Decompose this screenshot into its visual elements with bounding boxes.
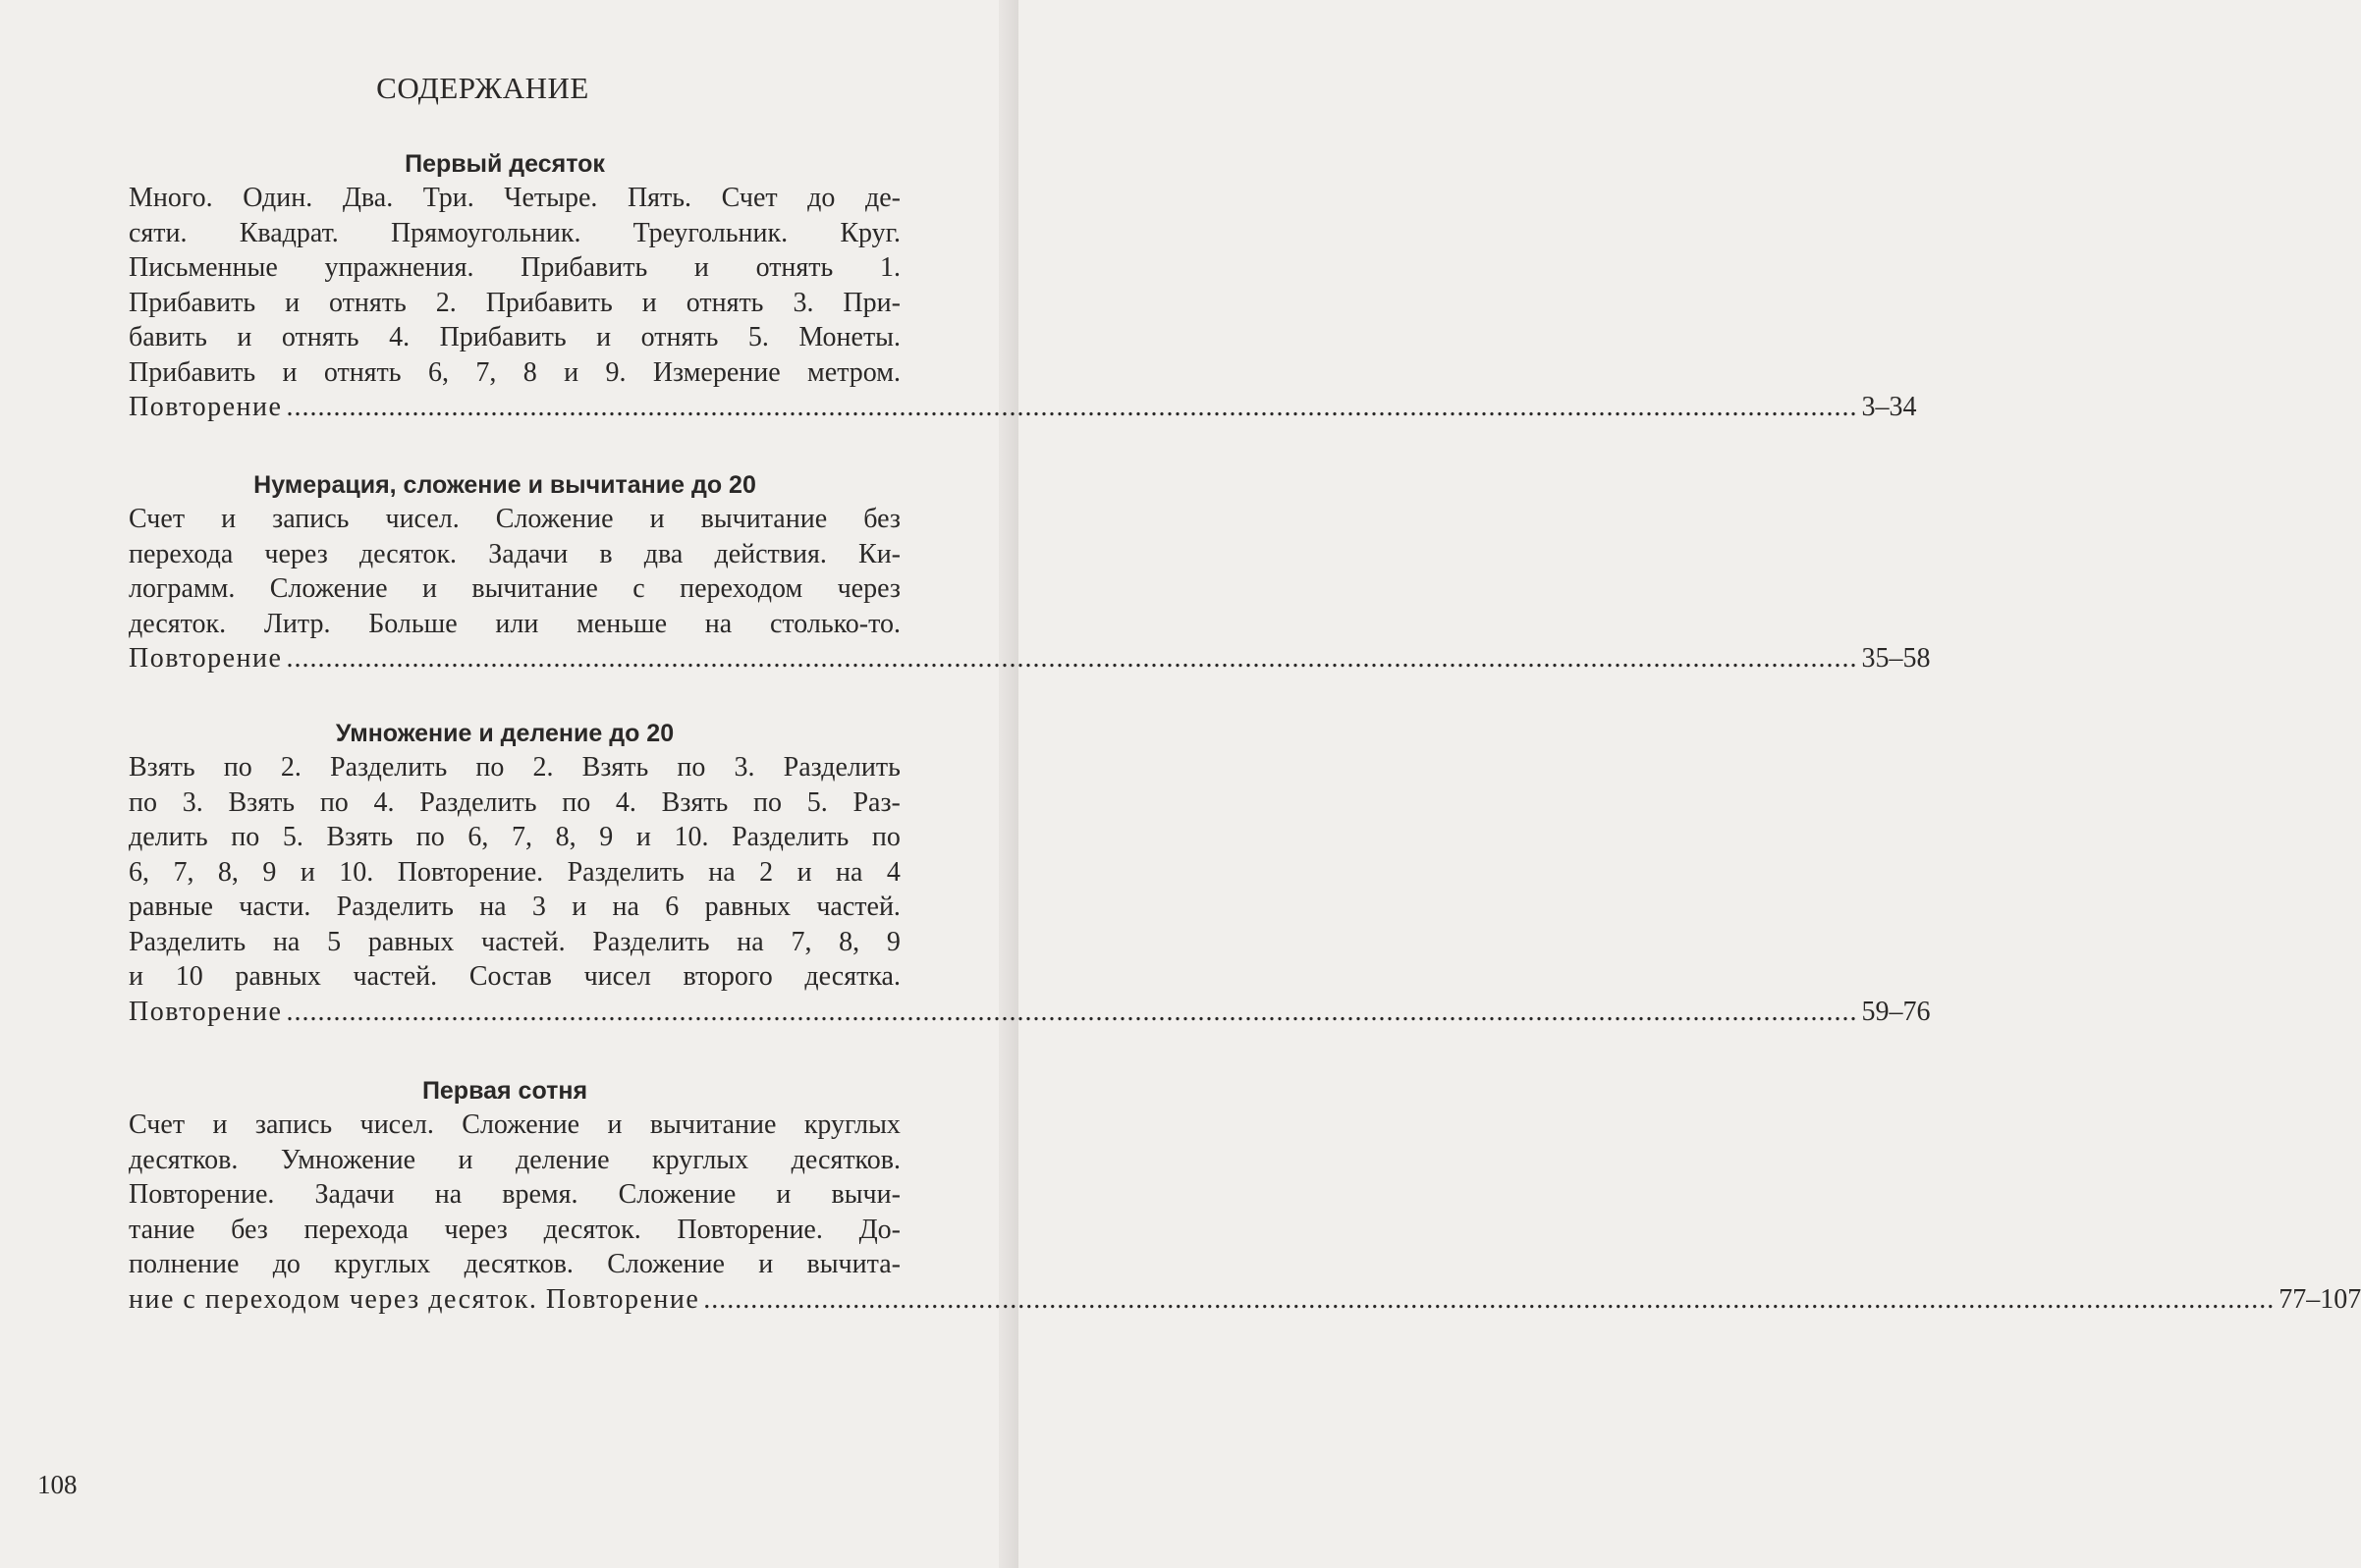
word: без [863,504,901,534]
word: десятков. [464,1249,574,1279]
word: через [444,1214,508,1245]
word: по [319,786,349,818]
word: Взять [326,822,394,852]
dot-leader: ........................................................................................................................................................................................................ [286,392,1858,422]
word: 7, [173,856,194,888]
word: на [272,926,301,957]
word: Разделить [419,786,537,818]
word: и [458,1144,473,1175]
word: вычи- [831,1179,901,1210]
word: частей. [481,926,566,957]
word: через [264,538,328,569]
word: 3. [734,752,755,783]
word: на [737,926,764,957]
word: делить [129,822,208,852]
word: равных [235,961,321,992]
word: 8 [522,356,537,388]
word: Прибавить [129,287,256,318]
word: части. [239,892,311,922]
word: частей. [353,961,438,992]
section-body [129,181,1917,425]
toc-text-line [129,607,901,642]
toc-entry-line [129,390,1917,425]
word: круглых [334,1249,431,1279]
word: 10. [339,856,374,888]
word: Больше [368,608,458,639]
word: Треугольник. [632,217,789,248]
word: действия. [714,538,827,569]
word: Разделить [592,926,710,957]
toc-section-numeration-to-20 [129,468,1931,676]
word: сяти. [129,217,188,248]
word: Сложение [607,1249,725,1279]
word: и [285,287,301,318]
word: до [272,1249,301,1279]
word: Задачи [488,538,569,569]
word: и [635,822,651,852]
word: или [495,608,539,639]
word: Пять. [627,183,692,213]
word: перехода [129,538,234,569]
page-title: СОДЕРЖАНИЕ [376,71,589,105]
word: Квадрат. [239,217,339,248]
word: отнять [329,287,407,318]
word: Сложение [495,504,614,534]
page-range: 77–107 [2279,1283,2361,1315]
word: До- [858,1214,901,1245]
word: 7, [791,926,812,957]
word: Много. [129,183,213,213]
word: Прибавить [485,287,613,318]
word: отнять [640,322,719,352]
word: с [632,573,645,604]
word: на [434,1179,463,1210]
word: Два. [342,183,394,213]
word: десятков. [791,1144,901,1175]
word: бавить [129,322,207,352]
word: на [704,608,733,639]
toc-text-line [129,959,901,995]
word: тание [129,1214,195,1245]
word: отнять [323,356,402,388]
word: и [221,504,237,534]
word: и [564,356,579,388]
word: равные [129,892,213,922]
word: Сложение [618,1179,737,1210]
word: отнять [755,252,834,283]
word: Прибавить [129,356,256,388]
word: запись [272,504,350,534]
word: и [796,856,812,888]
word: Разделить [783,752,901,783]
word: чисел. [359,1109,434,1140]
word: десятка. [804,961,901,992]
word: на [836,856,863,888]
word: и [776,1179,792,1210]
toc-section-multiplication-to-20 [129,717,1931,1029]
word: вычитание [471,573,598,604]
word: Монеты. [798,322,901,352]
word: время. [502,1179,578,1210]
word: и [693,252,709,283]
word: Взять [661,786,729,818]
word: 6, [467,822,489,852]
word: упражнения. [324,252,474,283]
word: 10. [674,822,709,852]
word: Четыре. [504,183,598,213]
page-range: 3–34 [1861,392,1917,422]
word: равных [367,926,455,957]
word: два [643,538,684,569]
word: 2. [532,752,554,783]
word: Литр. [263,608,331,639]
word: Счет [721,183,778,213]
word: через [837,573,901,604]
word: на [479,892,507,922]
word: 2. [280,752,302,783]
word: по [475,752,505,783]
word: по [753,786,782,818]
toc-text-line [129,1213,901,1248]
word: Письменные [129,252,278,283]
dot-leader: ........................................................................................................................................................................................................ [703,1283,2276,1315]
word: полнение [129,1249,240,1279]
word: Один. [243,183,313,213]
word: метром. [807,356,901,388]
word: 2. [435,287,457,318]
word: и [607,1109,623,1140]
word: Прибавить [439,322,567,352]
word: Круг. [840,217,901,248]
toc-text-line [129,855,901,891]
word: по [871,822,901,852]
toc-text-line [129,1177,901,1213]
word: 5. [806,786,828,818]
entry-label: Повторение [129,392,283,422]
toc-text-line [129,1247,901,1282]
word: и [282,356,298,388]
word: 4 [886,856,901,888]
dot-leader: ........................................................................................................................................................................................................ [286,996,1858,1027]
word: круглых [652,1144,749,1175]
toc-text-line [129,925,901,960]
entry-label: Повторение [129,643,283,674]
word: переходом [680,573,803,604]
toc-text-line [129,216,901,251]
word: 9 [599,822,614,852]
word: и [641,287,657,318]
toc-entry-line [129,641,1931,676]
toc-section-first-ten [129,147,1917,425]
word: и [212,1109,228,1140]
word: Взять [228,786,296,818]
word: 7, [475,356,497,388]
word: При- [843,287,901,318]
word: Ки- [858,538,901,569]
section-heading: Нумерация, сложение и вычитание до 20 [253,471,756,499]
word: 9 [262,856,277,888]
word: 3. [182,786,203,818]
word: вычитание [700,504,828,534]
word: Повторение. [129,1179,275,1210]
toc-entry-line [129,1282,2361,1318]
word: запись [254,1109,333,1140]
word: лограмм. [129,573,236,604]
toc-text-line [129,537,901,572]
word: Разделить [732,822,850,852]
word: отнять [281,322,359,352]
word: десяток. [543,1214,641,1245]
toc-text-line [129,750,901,785]
word: десятков. [129,1144,239,1175]
section-body [129,502,1931,676]
word: Сложение [462,1109,580,1140]
toc-text-line [129,571,901,607]
entry-label: ние с переходом через десяток. Повторение [129,1283,700,1315]
word: и [421,573,437,604]
toc-text-line [129,250,901,286]
word: Состав [468,961,552,992]
word: Разделить [129,926,247,957]
toc-section-first-hundred [129,1074,2361,1317]
word: второго [683,961,773,992]
word: Повторение. [397,856,544,888]
word: на [612,892,639,922]
toc-text-line [129,890,901,925]
word: вычита- [806,1249,901,1279]
word: чисел. [385,504,460,534]
word: 1. [879,252,901,283]
word: Задачи [314,1179,395,1210]
word: и [596,322,612,352]
word: Разделить [567,856,685,888]
word: 10 [175,961,203,992]
toc-text-line [129,355,901,391]
word: 3. [793,287,814,318]
word: Умножение [280,1144,416,1175]
toc-text-line [129,785,901,821]
word: 8, [217,856,239,888]
toc-entry-line [129,995,1931,1030]
word: деление [516,1144,610,1175]
word: столько-то. [769,608,901,639]
word: до [807,183,836,213]
dot-leader: ........................................................................................................................................................................................................ [286,643,1858,674]
word: Повторение. [677,1214,823,1245]
word: Разделить [330,752,448,783]
word: 4. [373,786,395,818]
word: Разделить [336,892,454,922]
word: десяток. [129,608,227,639]
word: меньше [577,608,668,639]
word: 8, [839,926,860,957]
word: 9 [886,926,901,957]
section-heading: Первый десяток [405,150,605,178]
toc-text-line [129,1143,901,1178]
word: без [231,1214,268,1245]
word: десяток. [358,538,458,569]
section-heading: Первая сотня [421,1077,588,1105]
toc-text-line [129,181,901,216]
toc-text-line [129,502,901,537]
toc-text-line [129,820,901,855]
word: по [677,752,706,783]
word: Раз- [852,786,901,818]
word: 8, [555,822,577,852]
word: 6, [427,356,449,388]
word: в [599,538,613,569]
word: вычитание [649,1109,777,1140]
word: и [300,856,315,888]
word: Счет [129,1109,186,1140]
word: 6 [665,892,680,922]
word: круглых [803,1109,901,1140]
word: по [129,786,157,818]
word: Прямоугольник. [390,217,581,248]
entry-label: Повторение [129,996,283,1027]
toc-text-line [129,320,901,355]
word: Счет [129,504,186,534]
word: и [129,961,143,992]
word: Взять [581,752,649,783]
word: по [562,786,591,818]
toc-text-line [129,1108,901,1143]
word: равных [704,892,792,922]
page-edge [999,0,1018,1568]
page-range: 35–58 [1861,643,1931,674]
word: Взять [129,752,195,783]
page-number: 108 [37,1470,78,1499]
word: 6, [129,856,149,888]
word: и [649,504,665,534]
word: и [758,1249,774,1279]
word: Сложение [269,573,388,604]
toc-text-line [129,286,901,321]
word: 7, [511,822,532,852]
word: 5 [327,926,342,957]
section-body [129,1108,2361,1317]
word: перехода [303,1214,409,1245]
word: Измерение [652,356,781,388]
word: 2 [759,856,774,888]
section-heading: Умножение и деление до 20 [335,720,675,747]
word: на [708,856,736,888]
word: чисел [583,961,651,992]
word: 5. [282,822,303,852]
word: отнять [686,287,764,318]
word: 5. [747,322,769,352]
word: и [237,322,252,352]
word: де- [864,183,901,213]
word: Прибавить [521,252,648,283]
word: по [231,822,260,852]
section-body [129,750,1931,1029]
word: по [223,752,252,783]
word: и [572,892,587,922]
word: Три. [422,183,474,213]
word: частей. [816,892,901,922]
word: 9. [605,356,627,388]
word: по [415,822,445,852]
word: 4. [615,786,636,818]
word: 3 [531,892,546,922]
page-range: 59–76 [1861,996,1931,1027]
word: 4. [389,322,411,352]
